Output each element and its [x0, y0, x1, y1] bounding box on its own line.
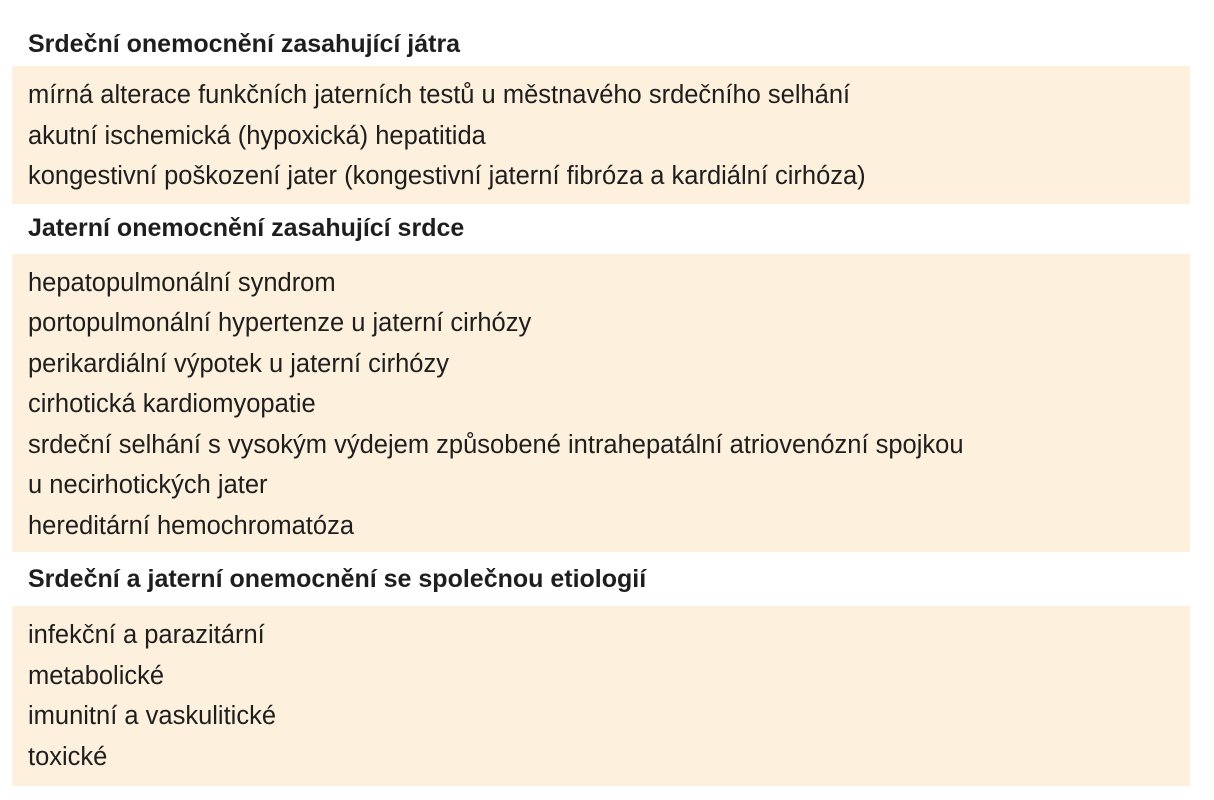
list-item: u necirhotických jater [28, 471, 268, 499]
list-item: infekční a parazitární [28, 621, 265, 649]
list-item: toxické [28, 742, 108, 771]
list-item: akutní ischemická (hypoxická) hepatitida [28, 121, 486, 150]
section-heading-liver-affecting-heart: Jaterní onemocnění zasahující srdce [12, 204, 1190, 254]
section-heading-heart-affecting-liver: Srdeční onemocnění zasahující játra [12, 22, 1190, 66]
list-item: cirhotická kardiomyopatie [28, 390, 316, 418]
classification-table [12, 22, 1190, 786]
list-item: perikardiální výpotek u jaterní cirhózy [28, 349, 449, 378]
section-body-heart-affecting-liver [12, 66, 1190, 204]
section-body-liver-affecting-heart [12, 254, 1190, 553]
list-item: imunitní a vaskulitické [28, 702, 277, 730]
list-item: metabolické [28, 661, 165, 690]
section-heading-common-etiology: Srdeční a jaterní onemocnění se společnou etiologií [12, 552, 1190, 606]
list-item: kongestivní poškození jater (kongestivní jaterní fibróza a kardiální cirhóza) [28, 162, 866, 190]
list-item: mírná alterace funkčních jaterních testů u městnavého srdečního selhání [28, 81, 851, 109]
list-item: hereditární hemochromatóza [28, 511, 355, 540]
list-item: srdeční selhání s vysokým výdejem způsobené intrahepatální atriovenózní spojkou [28, 430, 964, 459]
section-body-common-etiology [12, 606, 1190, 786]
list-item: hepatopulmonální syndrom [28, 268, 336, 297]
list-item: portopulmonální hypertenze u jaterní cirhózy [28, 309, 532, 337]
